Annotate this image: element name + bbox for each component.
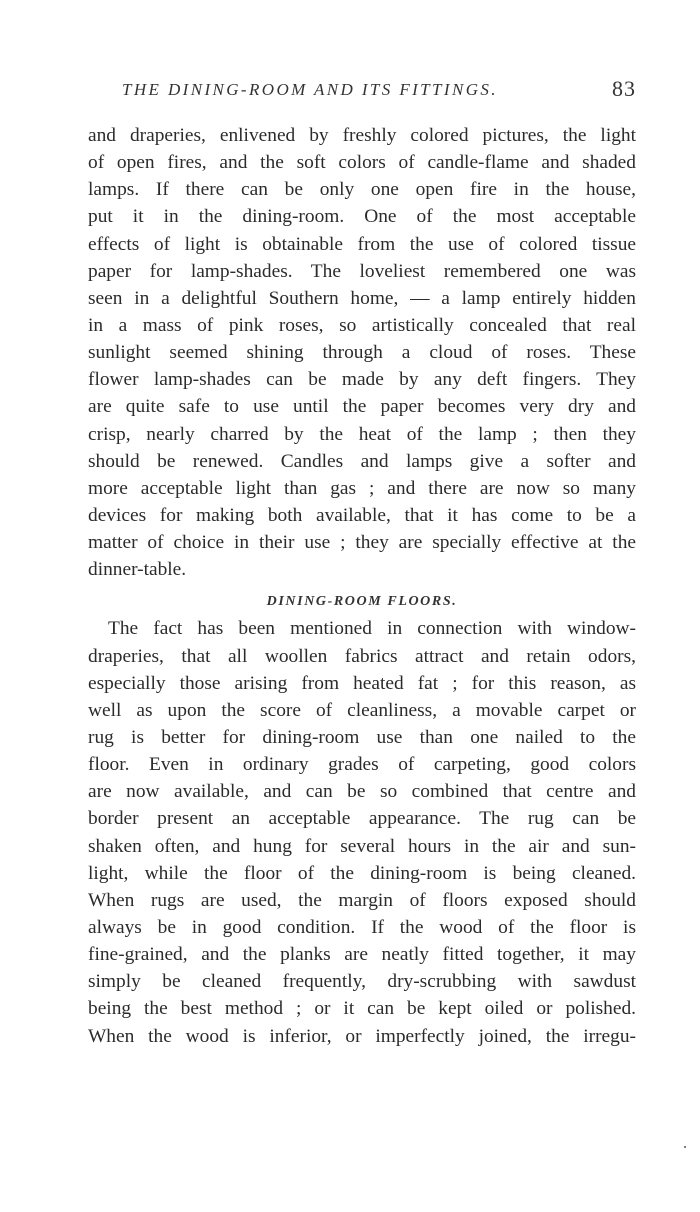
text-line: are now available, and can be so combined that centre and [88, 781, 636, 803]
text-line: being the best method ; or it can be kept oiled or polished. [88, 998, 636, 1020]
text-line: sunlight seemed shining through a cloud of roses. These [88, 342, 636, 364]
text-line: shaken often, and hung for several hours in the air and sun- [88, 835, 636, 857]
text-line: put it in the dining-room. One of the most acceptable [88, 206, 636, 228]
text-line: crisp, nearly charred by the heat of the lamp ; then they [88, 423, 636, 445]
section-heading: DINING-ROOM FLOORS. [266, 594, 458, 610]
text-line: draperies, that all woollen fabrics attract and retain odors, [88, 645, 636, 667]
text-line: flower lamp-shades can be made by any deft fingers. They [88, 369, 636, 391]
running-head [88, 78, 636, 108]
text-line: of open fires, and the soft colors of candle-flame and shaded [88, 152, 636, 174]
text-line: lamps. If there can be only one open fire in the house, [88, 179, 636, 201]
text-line: When rugs are used, the margin of floors exposed should [88, 889, 636, 911]
text-line: are quite safe to use until the paper becomes very dry and [88, 396, 636, 418]
body-text [88, 122, 636, 1050]
text-line: should be renewed. Candles and lamps give a softer and [88, 450, 636, 472]
text-line: well as upon the score of cleanliness, a movable carpet or [88, 699, 636, 721]
text-line: effects of light is obtainable from the use of colored tissue [88, 233, 636, 255]
paragraph-dining-room-floors [88, 615, 636, 1049]
book-page [88, 78, 636, 1050]
text-line: border present an acceptable appearance. The rug can be [88, 808, 636, 830]
text-line: seen in a delightful Southern home, — a lamp entirely hidden [88, 287, 636, 309]
text-line: simply be cleaned frequently, dry-scrubbing with sawdust [88, 971, 636, 993]
text-line: devices for making both available, that it has come to be a [88, 504, 636, 526]
text-line: in a mass of pink roses, so artistically concealed that real [88, 314, 636, 336]
running-title: THE DINING-ROOM AND ITS FITTINGS. [122, 80, 498, 99]
text-line: and draperies, enlivened by freshly colored pictures, the light [88, 125, 636, 146]
text-line: rug is better for dining-room use than one nailed to the [88, 726, 636, 748]
text-line: floor. Even in ordinary grades of carpeting, good colors [88, 754, 636, 776]
page-number: 83 [612, 76, 636, 101]
text-line: light, while the floor of the dining-room is being cleaned. [88, 862, 636, 884]
text-line: paper for lamp-shades. The loveliest remembered one was [88, 260, 636, 282]
text-line: matter of choice in their use ; they are specially effective at the [88, 532, 636, 554]
text-line: fine-grained, and the planks are neatly fitted together, it may [88, 944, 636, 966]
text-line: dinner-table. [88, 559, 187, 581]
text-line: especially those arising from heated fat ; for this reason, as [88, 672, 636, 694]
ink-speck [684, 1146, 686, 1148]
text-line: always be in good condition. If the wood of the floor is [88, 916, 636, 938]
text-line: more acceptable light than gas ; and there are now so many [88, 477, 636, 499]
paragraph-lamps-and-lighting [88, 122, 636, 583]
text-line: When the wood is inferior, or imperfectly joined, the irregu- [88, 1025, 636, 1047]
text-line: The fact has been mentioned in connection with window- [108, 618, 636, 640]
